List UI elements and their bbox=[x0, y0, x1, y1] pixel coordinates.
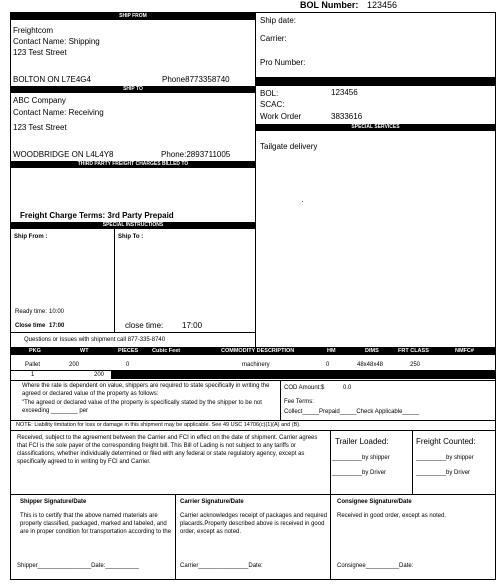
col-cubic-feet: Cubic Feet bbox=[152, 348, 181, 354]
ship-from-city: BOLTON ON L7E4G4 bbox=[13, 75, 91, 84]
ready-time-value: 10:00 bbox=[49, 309, 65, 315]
bol-label: BOL: bbox=[260, 89, 279, 98]
row-pkg: Pallet bbox=[25, 362, 41, 368]
value-top-border bbox=[11, 380, 495, 381]
bol-number-label: BOL Number: bbox=[300, 0, 359, 10]
bol-number-value: 123456 bbox=[367, 0, 398, 10]
right-divider-bar bbox=[256, 77, 495, 86]
row-pieces: 0 bbox=[126, 362, 130, 368]
col-frt-class: FRT CLASS bbox=[398, 348, 429, 354]
third-party-header: THIRD PARTY FREIGHT CHARGES BILLED TO bbox=[11, 161, 255, 168]
ship-to-street: 123 Test Street bbox=[13, 123, 67, 132]
ship-from-street: 123 Test Street bbox=[13, 48, 67, 57]
close-time-label: Close time bbox=[15, 323, 46, 329]
totals-black-bar bbox=[111, 371, 495, 379]
questions-divider bbox=[11, 332, 255, 333]
row-dims: 48x48x48 bbox=[357, 362, 384, 368]
value-note-1: Where the rate is dependent on value, shippers are required to state specifically in writing the agreed or declared value of the property as follows: bbox=[22, 383, 270, 397]
special-instructions-header: SPECIAL INSTRUCTIONS bbox=[11, 222, 255, 229]
carrier-signature-title: Carrier Signature/Date bbox=[180, 499, 244, 505]
pro-number-label: Pro Number: bbox=[260, 58, 306, 67]
ship-from-header: SHIP FROM bbox=[11, 13, 255, 20]
freight-counted-title: Freight Counted: bbox=[416, 437, 476, 446]
ship-from-contact: Contact Name: Shipping bbox=[13, 37, 100, 46]
received-text: Received, subject to the agreement between the Carrier and FCI in effect on the date of shipment. Carrier agrees that FCI is the sole payer of the corresponding freight bill. This Bill of Lading is not subject to any tariffs or classifications, whether individually determined or filed with any federal or state regulatory agency, except as specifically agreed to in writing by FCI and Carrier. bbox=[17, 435, 318, 465]
row-wt: 200 bbox=[69, 362, 80, 368]
total-pkg: 1 bbox=[31, 372, 35, 378]
col-hm: HM bbox=[327, 348, 336, 354]
ship-to-header: SHIP TO bbox=[11, 86, 255, 93]
work-order-value: 3833616 bbox=[331, 112, 363, 121]
freight-by-shipper: _________by shipper bbox=[416, 455, 474, 461]
trailer-by-shipper: _________by shipper bbox=[332, 455, 390, 461]
col-wt: WT bbox=[80, 348, 89, 354]
close-time-value-2: 17:00 bbox=[182, 321, 203, 330]
cod-label: COD Amount:$ bbox=[284, 385, 325, 391]
fee-terms-label: Fee Terms: bbox=[284, 399, 314, 405]
carrier-acknowledge-text: Carrier acknowledges receipt of packages and required placards.Property described above is received in good order, except as noted. bbox=[180, 513, 328, 535]
ship-date-label: Ship date: bbox=[260, 16, 297, 25]
special-services-header: SPECIAL SERVICES bbox=[256, 124, 495, 131]
row-frt-class: 250 bbox=[410, 362, 421, 368]
fee-terms-options: Collect_____Prepaid_____Check Applicable_____ bbox=[284, 409, 420, 415]
trailer-by-driver: _________by Driver bbox=[332, 470, 387, 476]
questions-text: Questions or Issues with shipment call 877-335-8740 bbox=[24, 337, 166, 343]
liability-top-border bbox=[11, 420, 495, 421]
ship-to-phone: Phone:2893711005 bbox=[161, 150, 231, 159]
special-divider bbox=[114, 229, 115, 332]
close-time-value: 17:00 bbox=[49, 323, 65, 329]
shipper-signature-title: Shipper Signature/Date bbox=[20, 499, 87, 505]
col-pkg: PKG bbox=[29, 348, 41, 354]
shipper-certify-text: This is to certify that the above named materials are properly classified, packaged, marked and labeled, and are in proper condition for transportation according to the bbox=[20, 513, 172, 535]
consignee-received-text: Received in good order, except as noted. bbox=[337, 513, 447, 519]
ship-to-contact: Contact Name: Receiving bbox=[13, 108, 104, 117]
special-ship-from-label: Ship From : bbox=[14, 234, 48, 240]
special-ship-to-label: Ship To : bbox=[118, 234, 144, 240]
ship-from-company: Freightcom bbox=[13, 26, 54, 35]
scac-label: SCAC: bbox=[260, 100, 285, 109]
consignee-signature-line: Consignee__________Date: bbox=[337, 563, 414, 569]
carrier-signature-line: Carrier_______________Date: bbox=[180, 563, 263, 569]
value-note-2: "The agreed or declared value of the property is specifically stated by the shipper to be not exceeding ________ per bbox=[22, 400, 262, 414]
received-top-border bbox=[11, 430, 495, 431]
col-commodity: COMMODITY DESCRIPTION bbox=[221, 348, 295, 354]
signature-top-border bbox=[11, 494, 495, 495]
value-divider bbox=[280, 380, 281, 420]
work-order-label: Work Order bbox=[260, 112, 302, 121]
row-hm: 0 bbox=[326, 362, 330, 368]
ship-to-city: WOODBRIDGE ON L4L4Y8 bbox=[13, 150, 114, 159]
col-dims: DIMS bbox=[365, 348, 379, 354]
shipper-signature-line: Shipper________________Date:__________ bbox=[17, 563, 139, 569]
trailer-loaded-title: Trailer Loaded: bbox=[335, 437, 389, 446]
column-divider bbox=[255, 12, 256, 347]
special-service-item: Tailgate delivery bbox=[260, 142, 318, 151]
liability-note: NOTE: Liability limitation for loss or damage in this shipment may be applicable. See 49 USC 14706(c)(1)(A) and (B). bbox=[16, 422, 301, 428]
carrier-label: Carrier: bbox=[260, 34, 287, 43]
consignee-signature-title: Consignee Signature/Date bbox=[337, 499, 412, 505]
close-time-label-2: close time: bbox=[125, 321, 164, 330]
freight-divider bbox=[412, 430, 413, 494]
ship-to-company: ABC Company bbox=[13, 96, 66, 105]
bol-value: 123456 bbox=[331, 88, 358, 97]
freight-by-driver: _________by Driver bbox=[416, 470, 471, 476]
cod-value: 0.0 bbox=[343, 385, 352, 391]
ready-time-label: Ready time: bbox=[15, 309, 48, 315]
freight-charge-terms: Freight Charge Terms: 3rd Party Prepaid bbox=[20, 211, 174, 220]
ship-from-phone: Phone8773358740 bbox=[162, 75, 230, 84]
trailer-divider bbox=[330, 430, 331, 494]
stray-dot bbox=[302, 201, 303, 202]
total-wt: 200 bbox=[94, 372, 105, 378]
sig-divider-2 bbox=[330, 494, 331, 580]
sig-divider-1 bbox=[175, 494, 176, 580]
col-pieces: PIECES bbox=[118, 348, 139, 354]
row-commodity: machinery bbox=[242, 362, 270, 368]
col-nmfc: NMFC# bbox=[455, 348, 474, 354]
